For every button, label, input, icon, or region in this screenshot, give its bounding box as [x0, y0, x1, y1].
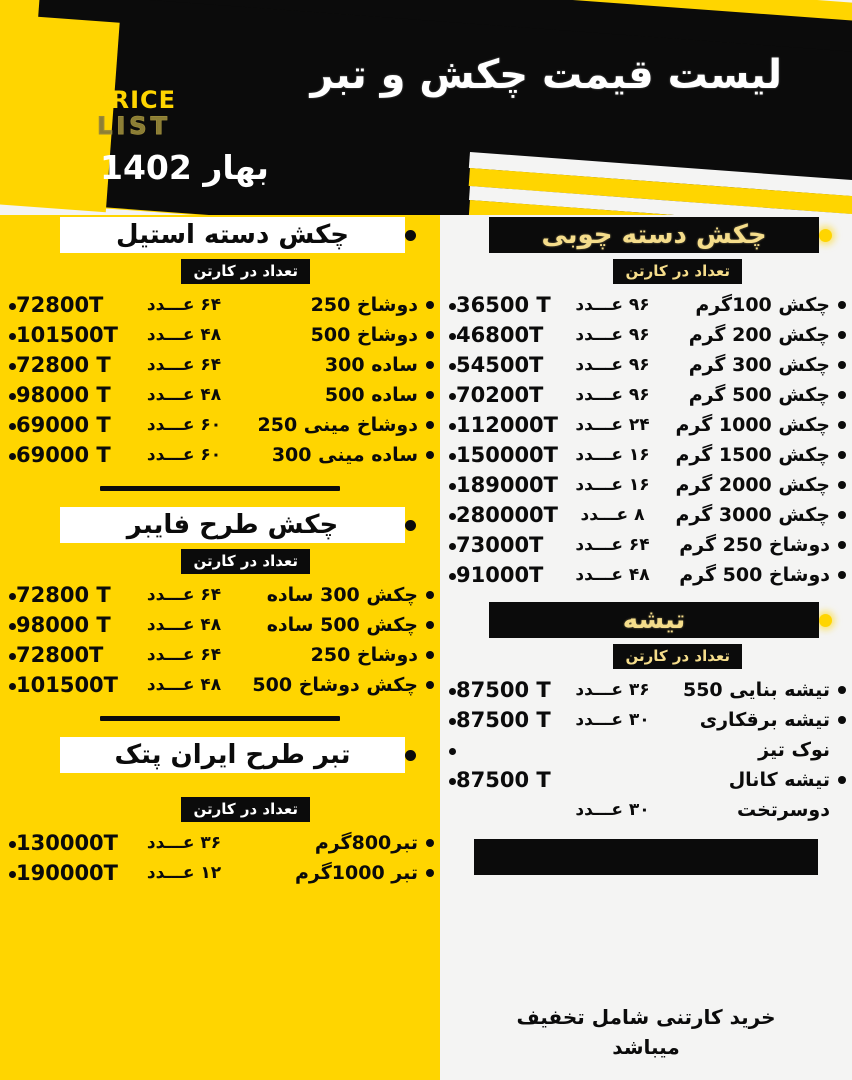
qty-header-label: تعداد در کارتن: [181, 549, 310, 574]
row-bullet-icon: [838, 776, 846, 784]
qty-header-label: تعداد در کارتن: [613, 259, 742, 284]
price-bullet-icon: [9, 653, 16, 660]
qty-per-carton: ۴۸ عـــدد: [146, 615, 222, 635]
logo-list-text: LIST: [97, 112, 171, 140]
row-bullet-icon: [838, 716, 846, 724]
qty-per-carton: ۶۴ عـــدد: [146, 645, 222, 665]
product-name: چکش 1000 گرم: [675, 413, 830, 436]
price-text: 87500 T: [456, 708, 551, 732]
section-header: [0, 735, 440, 775]
product-name: تبر 1000گرم: [294, 861, 418, 884]
table-row: [440, 470, 852, 500]
price-text: 36500 T: [456, 293, 551, 317]
price-bullet-icon: [9, 393, 16, 400]
row-bullet-icon: [426, 451, 434, 459]
price-bullet-icon: [9, 841, 16, 848]
product-name: چکش دوشاخ 500: [252, 673, 418, 696]
price-bullet-icon: [9, 303, 16, 310]
price-bullet-icon: [449, 718, 456, 725]
product-name: تیشه برقکاری: [699, 708, 830, 731]
price-text: 112000T: [456, 413, 558, 437]
section-header: [0, 215, 440, 255]
price-text: 101500T: [16, 323, 118, 347]
price-value: [0, 383, 125, 407]
qty-per-carton: ۸ عـــدد: [580, 505, 645, 525]
table-row: [0, 410, 440, 440]
section-wooden-handle-hammer: [440, 215, 852, 590]
row-bullet-icon: [838, 451, 846, 459]
section-title: تبر طرح ایران پتک: [114, 740, 351, 770]
qty-per-carton: ۴۸ عـــدد: [146, 675, 222, 695]
price-value: [440, 413, 560, 437]
table-row: [440, 795, 852, 825]
left-column: [0, 215, 440, 1080]
price-text: 72800T: [16, 643, 104, 667]
price-value: [0, 673, 125, 697]
table-row: [440, 735, 852, 765]
price-bullet-icon: [449, 333, 456, 340]
table-row: [0, 670, 440, 700]
qty-per-carton: ۲۴ عـــدد: [575, 415, 650, 435]
row-bullet-icon: [426, 361, 434, 369]
price-value: [440, 768, 560, 792]
qty-per-carton: ۹۶ عـــدد: [575, 355, 650, 375]
product-name: دوشاخ 250 گرم: [679, 533, 830, 556]
table-row: [440, 320, 852, 350]
bullet-glow-icon: [819, 229, 832, 242]
price-bullet-icon: [449, 688, 456, 695]
table-row: [440, 290, 852, 320]
price-text: 280000T: [456, 503, 558, 527]
section-title: چکش دسته استیل: [116, 220, 349, 250]
table-row: [440, 530, 852, 560]
table-row: [440, 350, 852, 380]
row-bullet-icon: [426, 591, 434, 599]
product-name: دوشاخ مینی 250: [257, 413, 418, 436]
product-name: چکش 100گرم: [695, 293, 830, 316]
product-name: دوسرتخت: [736, 798, 830, 821]
table-row: [0, 440, 440, 470]
product-name: ساده 500: [324, 383, 418, 406]
bullet-dot-icon: [405, 750, 416, 761]
qty-header: [0, 797, 310, 822]
price-bullet-icon: [449, 453, 456, 460]
qty-per-carton: ۱۶ عـــدد: [575, 475, 650, 495]
row-bullet-icon: [426, 621, 434, 629]
price-text: 72800 T: [16, 353, 111, 377]
qty-per-carton: ۱۲ عـــدد: [146, 863, 222, 883]
section-title-banner: [489, 602, 819, 638]
product-name: دوشاخ 250: [310, 293, 418, 316]
price-text: 87500 T: [456, 768, 551, 792]
row-bullet-icon: [838, 331, 846, 339]
price-bullet-icon: [9, 683, 16, 690]
qty-per-carton: ۶۴ عـــدد: [146, 355, 222, 375]
table-row: [0, 320, 440, 350]
price-bullet-icon: [449, 573, 456, 580]
table-row: [0, 290, 440, 320]
bullet-dot-icon: [405, 520, 416, 531]
section-title-banner: [60, 217, 405, 253]
price-value: [0, 323, 125, 347]
qty-header-label: تعداد در کارتن: [613, 644, 742, 669]
qty-per-carton: ۶۰ عـــدد: [146, 415, 222, 435]
price-value: [440, 503, 560, 527]
section-header: [0, 505, 440, 545]
section-title: چکش دسته چوبی: [541, 220, 767, 250]
price-bullet-icon: [9, 623, 16, 630]
qty-per-carton: ۳۰ عـــدد: [575, 710, 650, 730]
price-value: [440, 738, 560, 762]
price-text: 87500 T: [456, 678, 551, 702]
section-rows: [0, 828, 440, 888]
price-text: 69000 T: [16, 413, 111, 437]
product-name: چکش 300 گرم: [688, 353, 830, 376]
price-value: [440, 473, 560, 497]
price-text: 46800T: [456, 323, 544, 347]
section-title: چکش طرح فایبر: [126, 510, 339, 540]
section-rows: [440, 675, 852, 825]
price-bullet-icon: [9, 593, 16, 600]
row-bullet-icon: [426, 301, 434, 309]
table-row: [0, 580, 440, 610]
product-name: چکش 200 گرم: [688, 323, 830, 346]
price-bullet-icon: [449, 748, 456, 755]
table-row: [0, 828, 440, 858]
section-title-banner: [60, 737, 405, 773]
table-row: [440, 410, 852, 440]
price-value: [0, 443, 125, 467]
product-name: نوک تیز: [758, 738, 830, 761]
price-value: [0, 293, 125, 317]
price-text: 98000 T: [16, 383, 111, 407]
table-row: [0, 640, 440, 670]
price-value: [0, 413, 125, 437]
qty-header: [0, 259, 310, 284]
price-text: 54500T: [456, 353, 544, 377]
price-bullet-icon: [449, 393, 456, 400]
qty-per-carton: ۳۰ عـــدد: [575, 800, 650, 820]
row-bullet-icon: [426, 331, 434, 339]
product-name: چکش 300 ساده: [266, 583, 418, 606]
price-text: 150000T: [456, 443, 558, 467]
qty-per-carton: ۴۸ عـــدد: [146, 385, 222, 405]
section-header: [440, 215, 852, 255]
product-name: چکش 1500 گرم: [675, 443, 830, 466]
qty-per-carton: ۶۴ عـــدد: [146, 295, 222, 315]
product-name: ساده مینی 300: [271, 443, 418, 466]
qty-per-carton: ۹۶ عـــدد: [575, 385, 650, 405]
row-bullet-icon: [426, 681, 434, 689]
bullet-glow-icon: [819, 614, 832, 627]
qty-header: [0, 549, 310, 574]
table-row: [440, 500, 852, 530]
price-bullet-icon: [449, 303, 456, 310]
section-axe-iran-potak: [0, 735, 440, 888]
table-row: [440, 440, 852, 470]
price-text: 70200T: [456, 383, 544, 407]
product-name: تیشه کانال: [728, 768, 830, 791]
row-bullet-icon: [838, 301, 846, 309]
table-row: [440, 705, 852, 735]
price-text: 69000 T: [16, 443, 111, 467]
table-row: [440, 675, 852, 705]
price-bullet-icon: [449, 363, 456, 370]
product-name: تبر800گرم: [314, 831, 418, 854]
price-text: 72800 T: [16, 583, 111, 607]
bullet-dot-icon: [405, 230, 416, 241]
product-name: چکش 500 ساده: [266, 613, 418, 636]
price-value: [0, 613, 125, 637]
qty-per-carton: ۶۰ عـــدد: [146, 445, 222, 465]
price-value: [0, 861, 125, 885]
price-value: [440, 533, 560, 557]
product-name: دوشاخ 250: [310, 643, 418, 666]
price-text: 91000T: [456, 563, 544, 587]
price-bullet-icon: [9, 363, 16, 370]
price-text: 189000T: [456, 473, 558, 497]
row-bullet-icon: [426, 651, 434, 659]
season-year-label: بهار 1402: [100, 148, 269, 187]
footer-line-1: خرید کارتنی شامل تخفیف: [516, 1005, 776, 1029]
price-value: [440, 353, 560, 377]
section-header: [440, 600, 852, 640]
table-row: [440, 765, 852, 795]
price-text: 72800T: [16, 293, 104, 317]
product-name: چکش 3000 گرم: [675, 503, 830, 526]
section-title-banner: [489, 217, 819, 253]
price-bullet-icon: [9, 871, 16, 878]
qty-per-carton: ۱۶ عـــدد: [575, 445, 650, 465]
product-name: چکش 2000 گرم: [675, 473, 830, 496]
row-bullet-icon: [838, 391, 846, 399]
footer-line-2: میباشد: [612, 1035, 680, 1059]
row-bullet-icon: [426, 869, 434, 877]
qty-header: [440, 644, 742, 669]
table-row: [440, 380, 852, 410]
qty-per-carton: ۹۶ عـــدد: [575, 295, 650, 315]
price-value: [0, 353, 125, 377]
row-bullet-icon: [426, 839, 434, 847]
qty-per-carton: ۹۶ عـــدد: [575, 325, 650, 345]
section-steel-handle-hammer: [0, 215, 440, 470]
right-column: [440, 215, 852, 1080]
table-row: [440, 560, 852, 590]
row-bullet-icon: [838, 541, 846, 549]
table-row: [0, 350, 440, 380]
price-bullet-icon: [449, 423, 456, 430]
table-row: [0, 610, 440, 640]
price-value: [440, 678, 560, 702]
product-name: چکش 500 گرم: [688, 383, 830, 406]
product-name: تیشه بنایی 550: [682, 678, 830, 701]
footer-note: [440, 1002, 852, 1062]
row-bullet-icon: [838, 571, 846, 579]
page-title: لیست قیمت چکش و تبر: [310, 52, 782, 98]
logo-price-text: PRICE: [92, 86, 177, 114]
qty-per-carton: ۶۴ عـــدد: [146, 585, 222, 605]
price-text: 101500T: [16, 673, 118, 697]
price-bullet-icon: [449, 778, 456, 785]
qty-per-carton: ۳۶ عـــدد: [146, 833, 222, 853]
price-bullet-icon: [449, 483, 456, 490]
row-bullet-icon: [838, 421, 846, 429]
row-bullet-icon: [838, 481, 846, 489]
section-rows: [0, 580, 440, 700]
price-bullet-icon: [449, 513, 456, 520]
product-name: ساده 300: [324, 353, 418, 376]
qty-per-carton: ۳۶ عـــدد: [575, 680, 650, 700]
price-bullet-icon: [9, 423, 16, 430]
qty-per-carton: ۴۸ عـــدد: [146, 325, 222, 345]
qty-header-label: تعداد در کارتن: [181, 797, 310, 822]
qty-header: [440, 259, 742, 284]
price-value: [440, 323, 560, 347]
price-value: [440, 293, 560, 317]
price-value: [440, 708, 560, 732]
section-adze: [440, 600, 852, 825]
product-name: دوشاخ 500: [310, 323, 418, 346]
section-fiber-hammer: [0, 505, 440, 700]
price-value: [0, 643, 125, 667]
section-title: تیشه: [622, 605, 686, 635]
price-text: 73000T: [456, 533, 544, 557]
qty-per-carton: ۶۴ عـــدد: [575, 535, 650, 555]
row-bullet-icon: [838, 686, 846, 694]
price-bullet-icon: [9, 333, 16, 340]
price-text: 190000T: [16, 861, 118, 885]
price-value: [440, 383, 560, 407]
row-bullet-icon: [426, 421, 434, 429]
section-divider: [100, 716, 340, 721]
price-value: [0, 583, 125, 607]
qty-per-carton: ۴۸ عـــدد: [575, 565, 650, 585]
section-divider: [100, 486, 340, 491]
price-bullet-icon: [9, 453, 16, 460]
price-value: [440, 563, 560, 587]
price-value: [440, 443, 560, 467]
section-rows: [0, 290, 440, 470]
price-list-logo: [92, 88, 176, 138]
table-row: [0, 380, 440, 410]
price-text: 130000T: [16, 831, 118, 855]
page-header: [0, 0, 852, 222]
price-bullet-icon: [449, 543, 456, 550]
row-bullet-icon: [426, 391, 434, 399]
empty-section-banner: [474, 839, 818, 875]
product-name: دوشاخ 500 گرم: [679, 563, 830, 586]
price-text: 98000 T: [16, 613, 111, 637]
table-row: [0, 858, 440, 888]
price-value: [0, 831, 125, 855]
row-bullet-icon: [838, 361, 846, 369]
section-title-banner: [60, 507, 405, 543]
qty-header-label: تعداد در کارتن: [181, 259, 310, 284]
row-bullet-icon: [838, 511, 846, 519]
section-rows: [440, 290, 852, 590]
